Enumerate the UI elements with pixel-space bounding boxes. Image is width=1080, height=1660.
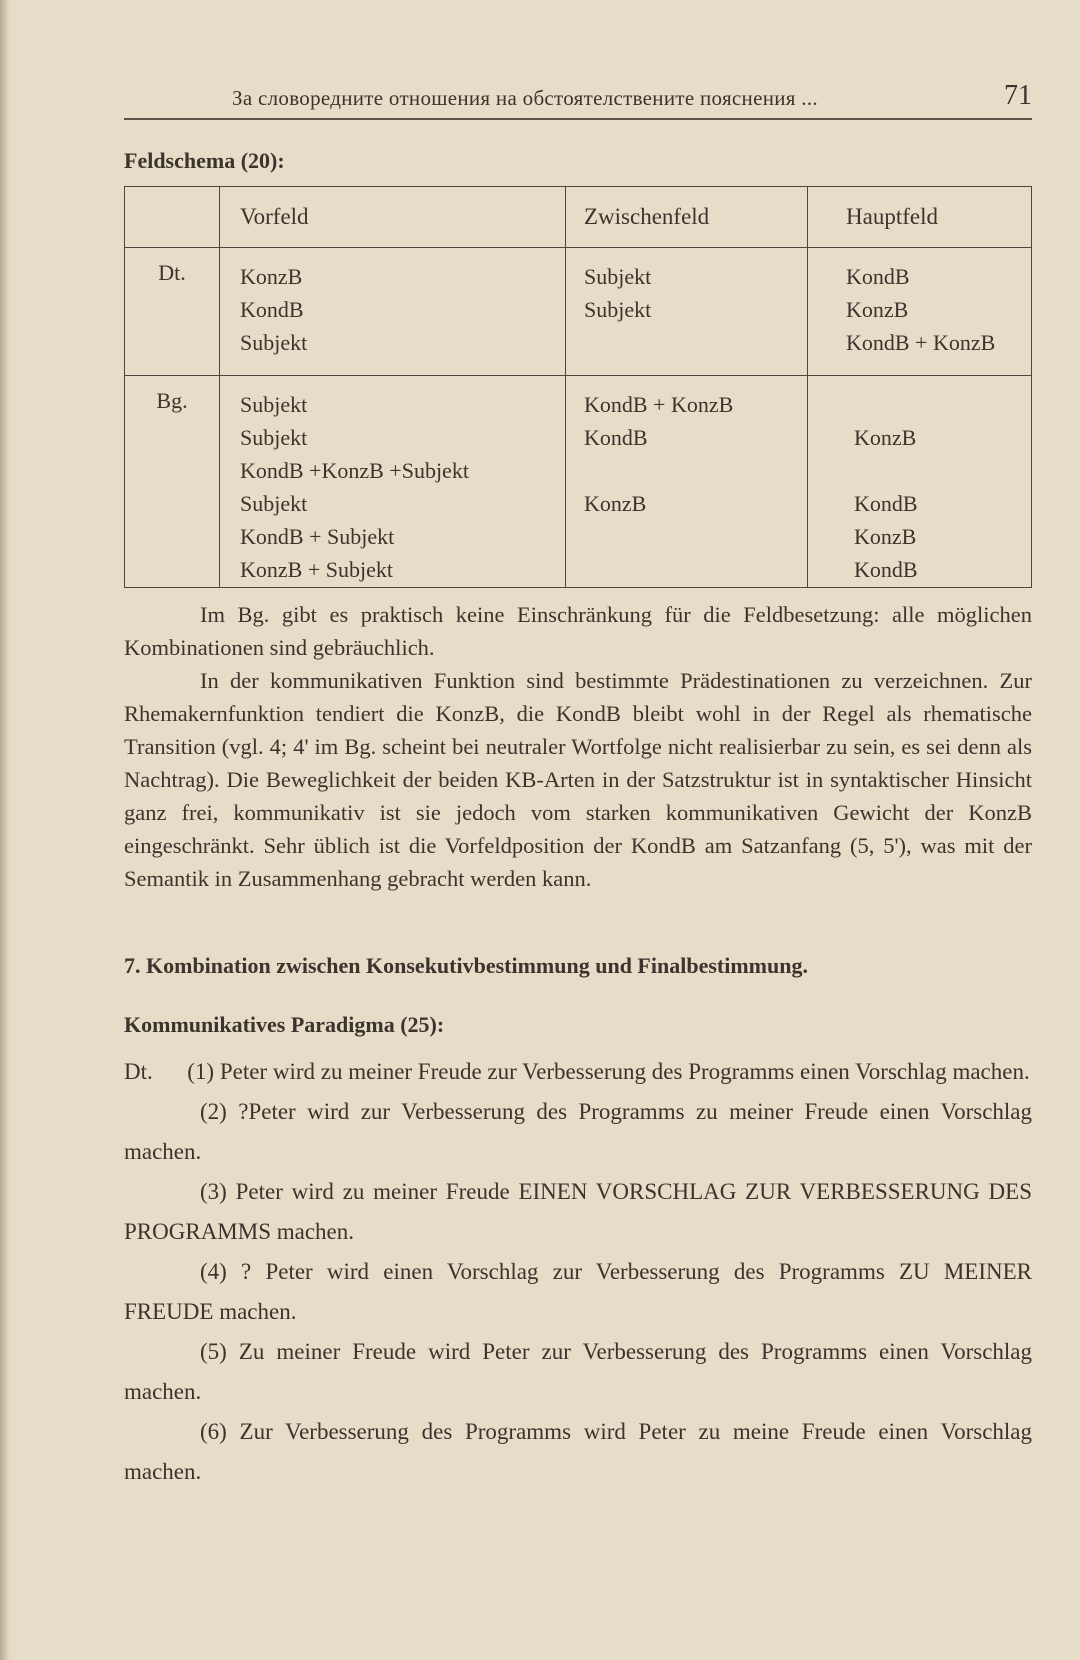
cell-bg-zwischenfeld [566,376,808,588]
example-list [124,1052,1032,1492]
column-header-vorfeld: Vorfeld [220,187,566,248]
example-number: (4) [200,1259,227,1284]
cell-line [584,520,807,553]
example-text: Peter wird zu meiner Freude EINEN VORSCHLAG ZUR VERBESSERUNG DES PROGRAMMS machen. [124,1179,1032,1244]
cell-dt-hauptfeld [808,248,1032,376]
column-header-hauptfeld: Hauptfeld [808,187,1032,248]
cell-line: KondB + KonzB [584,392,734,417]
cell-line: KondB + Subjekt [240,524,395,549]
table-corner-cell [125,187,220,248]
paragraph-kommunikative-funktion: In der kommunikativen Funktion sind bestimmte Prädestinationen zu verzeichnen. Zur Rhemakernfunktion tendiert die KonzB, die KondB bleibt wohl in der Regel als rhematische Transition (vgl. 4; 4' im Bg. scheint bei neutraler Wortfolge nicht realisierbar zu sein, es sei denn als Nachtrag). Die Beweglichkeit der beiden KB-Arten in der Satzstruktur ist in syntaktischer Hinsicht ganz frei, kommunikativ ist sie jedoch vom starken kommunikativen Gewicht der KonzB eingeschränkt. Sehr üblich ist die Vorfeldposition der KondB am Satzanfang (5, 5'), was mit der Semantik in Zusammenhang gebracht werden kann. [124,668,1032,891]
cell-line [584,326,807,359]
cell-line: KonzB + Subjekt [240,557,393,582]
section-heading: 7. Kombination zwischen Konsekutivbestimmung und Finalbestimmung. [124,953,808,978]
cell-line: KondB [854,491,918,516]
cell-line [854,454,1031,487]
paragraph-feldbesetzung: Im Bg. gibt es praktisch keine Einschränkung für die Feldbesetzung: alle möglichen Kombinationen sind gebräuchlich. [124,602,1032,660]
table-row-bg [125,376,1032,588]
cell-line: KonzB [584,491,647,516]
page-edge-shadow [0,0,10,1660]
paradigm-title: Kommunikatives Paradigma (25): [124,1012,445,1037]
cell-line [584,454,807,487]
example-number: (2) [200,1099,227,1124]
cell-line: Subjekt [584,264,652,289]
cell-dt-zwischenfeld [566,248,808,376]
example-text: ?Peter wird zur Verbesserung des Programms zu meiner Freude einen Vorschlag machen. [124,1099,1033,1164]
example-number: (6) [200,1419,227,1444]
example-text: ? Peter wird einen Vorschlag zur Verbesserung des Programms ZU MEINER FREUDE machen. [124,1259,1032,1324]
column-header-zwischenfeld: Zwischenfeld [566,187,808,248]
cell-line [584,553,807,586]
table-title: Feldschema (20): [124,148,285,173]
cell-line: Subjekt [240,330,308,355]
running-title: За словоредните отношения на обстоятелствените пояснения ... [232,86,818,110]
row-label-bg: Bg. [125,376,220,588]
cell-line [854,388,1031,421]
example-number: (3) [200,1179,227,1204]
cell-line: Subjekt [240,392,308,417]
cell-line: KondB + KonzB [846,330,996,355]
cell-line: Subjekt [240,491,308,516]
example-text: Peter wird zu meiner Freude zur Verbesserung des Programms einen Vorschlag machen. [219,1059,1030,1084]
cell-line: KondB [240,297,304,322]
cell-line: KonzB [854,425,917,450]
cell-line: KonzB [846,297,909,322]
table-row-dt [125,248,1032,376]
cell-line: KondB +KonzB +Subjekt [240,458,469,483]
example-prefix: Dt. [124,1059,153,1084]
cell-line: Subjekt [240,425,308,450]
page-header [124,80,1032,120]
example-item [124,1412,1032,1492]
example-text: Zur Verbesserung des Programms wird Peter zu meine Freude einen Vorschlag machen. [124,1419,1033,1484]
cell-line: KondB [846,264,910,289]
example-item [124,1052,1032,1092]
cell-bg-vorfeld [220,376,566,588]
example-number: (5) [200,1339,227,1364]
cell-line: Subjekt [584,297,652,322]
cell-line: KondB [854,557,918,582]
cell-line: KonzB [240,264,303,289]
feldschema-table [124,186,1032,588]
table-header-row [125,187,1032,248]
example-number: (1) [187,1059,215,1084]
cell-line: KondB [584,425,648,450]
example-item [124,1172,1032,1252]
example-item [124,1092,1032,1172]
page-number: 71 [1004,80,1032,111]
example-item [124,1332,1032,1412]
example-text: Zu meiner Freude wird Peter zur Verbesserung des Programms einen Vorschlag machen. [124,1339,1032,1404]
example-item [124,1252,1032,1332]
cell-bg-hauptfeld [808,376,1032,588]
row-label-dt: Dt. [125,248,220,376]
cell-line: KonzB [854,524,917,549]
cell-dt-vorfeld [220,248,566,376]
